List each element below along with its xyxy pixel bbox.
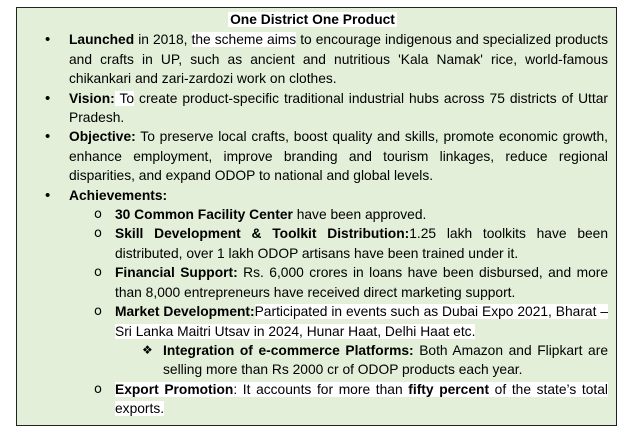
bullet-lead: Vision: [69,90,115,106]
main-bullet-list [17,30,608,418]
bullet-lead: Objective: [69,129,136,145]
bullet-achievements [17,186,608,419]
circle-bullet-icon: o [94,207,102,223]
ecommerce-item: ❖ Integration of e-commerce Platforms: Both Amazon and Flipkart are selling more than Rs 2000 cr of ODOP products each year. [142,342,608,378]
achievement-item: o Skill Development & Toolkit Distribution:1.25 lakh toolkits have been distributed, over 1 lakh ODOP artisans have been trained under it. [94,226,609,261]
odop-info-box [16,7,617,426]
bullet-lead: Achievements: [69,187,168,203]
achievement-item: o 30 Common Facility Center have been approved. [65,205,608,224]
diamond-bullet-icon: ❖ [142,342,153,357]
bullet-lead: Launched [69,32,135,48]
achievement-item: o Financial Support: Rs. 6,000 crores in loans have been disbursed, and more than 8,000 entrepreneurs have received direct marketing support. [94,265,609,300]
circle-bullet-icon: o [94,265,102,281]
bullet-objective: • Objective: To preserve local crafts, boost quality and skills, promote economic growth, enhance employment, improve branding and tourism linkages, reduce regional disparities, and expand ODOP to national and global levels. [45,128,608,184]
bullet-vision: • Vision: To create product-specific traditional industrial hubs across 75 districts of Uttar Pradesh. [45,89,608,126]
achievements-list [65,205,608,418]
achievement-item: o Export Promotion: It accounts for more than fifty percent of the state’s total exports. [94,381,608,417]
achievement-item: o Market Development:Participated in events such as Dubai Expo 2021, Bharat – Sri Lanka Maitri Utsav in 2024, Hunar Haat, Delhi Haat etc. ❖ Integration of e-commerce Platforms: Both Amazon and Flipkart are selling more than Rs 2000 cr of ODOP products each year. [65,302,608,380]
circle-bullet-icon: o [94,304,102,320]
ecommerce-list [115,341,608,380]
bullet-icon: • [45,128,51,146]
bullet-icon: • [45,89,51,107]
document-title: One District One Product [230,12,395,27]
circle-bullet-icon: o [94,226,102,242]
circle-bullet-icon: o [94,381,102,397]
bullet-icon: • [45,31,51,49]
bullet-icon: • [45,186,51,204]
bullet-launched: • Launched in 2018, the scheme aims to encourage indigenous and specialized products and crafts in UP, such as ancient and nutritious 'Kala Namak' rice, world-famous chikankari and zari-zardozi work on clothes. [45,31,608,87]
